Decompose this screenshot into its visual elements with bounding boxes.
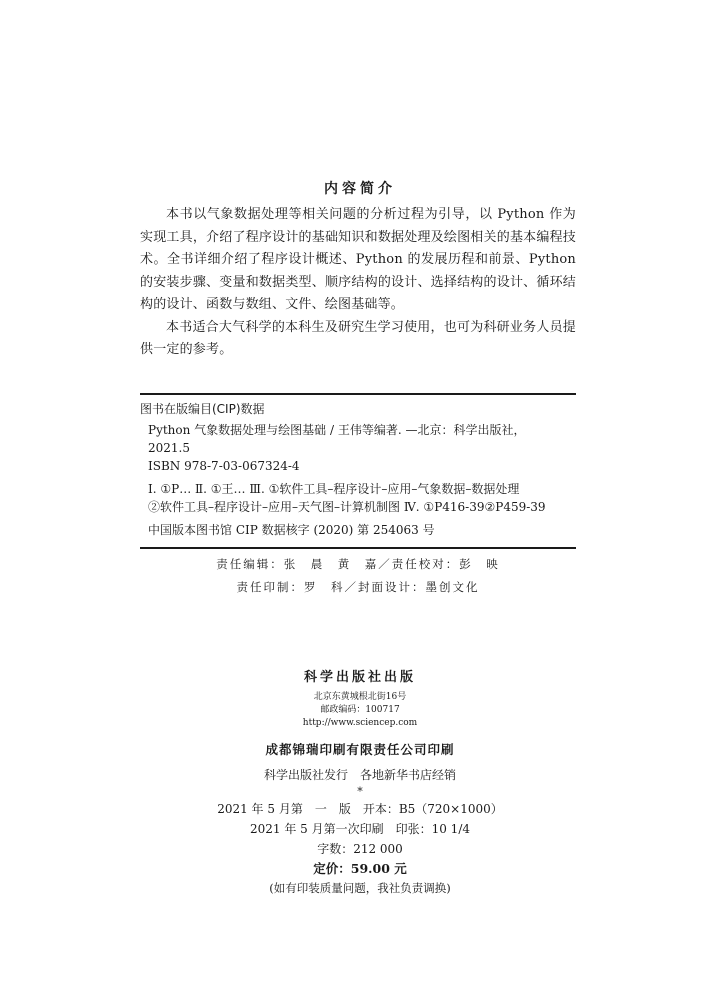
- summary-paragraph-1: 本书以气象数据处理等相关问题的分析过程为引导，以 Python 作为实现工具，介绍了程序设计的基础知识和数据处理及绘图相关的基本编程技术。全书详细介绍了程序设计概述、Python 的发展历程和前景、Python 的安装步骤、变量和数据类型、顺序结构的设计、选择结构的设计、循环结构的设计、函数与数组、文件、绘图基础等。: [140, 207, 576, 312]
- printer-name: 成都锦瑞印刷有限责任公司印刷: [265, 742, 455, 757]
- cip-title: 图书在版编目(CIP)数据: [140, 402, 265, 416]
- cip-bottom-rule: [140, 547, 576, 549]
- summary-title: 内容简介: [324, 181, 396, 197]
- cip-top-rule: [140, 393, 576, 395]
- quality-note: (如有印装质量问题，我社负责调换): [269, 881, 451, 895]
- cip-isbn: ISBN 978-7-03-067324-4: [148, 459, 300, 473]
- publisher-address: 北京东黄城根北街16号: [313, 692, 407, 702]
- cip-book-line-2: 2021.5: [148, 441, 190, 455]
- editors-block: [140, 554, 576, 598]
- summary-paragraph-2: 本书适合大气科学的本科生及研究生学习使用，也可为科研业务人员提供一定的参考。: [140, 319, 576, 357]
- cip-library-number: 中国版本图书馆 CIP 数据核字 (2020) 第 254063 号: [148, 523, 435, 537]
- cip-block: [140, 400, 576, 539]
- publisher-name: 科学出版社出版: [303, 670, 416, 685]
- cip-class-line-1: Ⅰ. ①P… Ⅱ. ①王… Ⅲ. ①软件工具–程序设计–应用–气象数据–数据处理: [148, 482, 520, 496]
- cip-book-line-1: Python 气象数据处理与绘图基础 / 王伟等编著. —北京：科学出版社，: [148, 423, 526, 437]
- summary-body: [140, 204, 576, 362]
- imprint-block: [0, 666, 720, 897]
- price: 定价：59.00 元: [313, 861, 407, 876]
- edition-line: 2021 年 5 月第 一 版 开本：B5（720×1000）: [217, 802, 503, 816]
- cip-class-line-2: ②软件工具–程序设计–应用–天气图–计算机制图 Ⅳ. ①P416-39②P459-39: [148, 500, 546, 514]
- editors-line-2: 责任印制：罗 科／封面设计：墨创文化: [236, 580, 480, 594]
- publisher-postcode: 邮政编码：100717: [320, 705, 400, 715]
- editors-line-1: 责任编辑：张 晨 黄 嘉／责任校对：彭 映: [216, 557, 500, 571]
- publisher-website: http://www.sciencep.com: [302, 718, 418, 728]
- distribution-line: 科学出版社发行 各地新华书店经销: [263, 768, 456, 782]
- word-count: 字数：212 000: [317, 842, 403, 856]
- printing-line: 2021 年 5 月第一次印刷 印张：10 1/4: [249, 822, 470, 836]
- separator-star: *: [357, 785, 363, 798]
